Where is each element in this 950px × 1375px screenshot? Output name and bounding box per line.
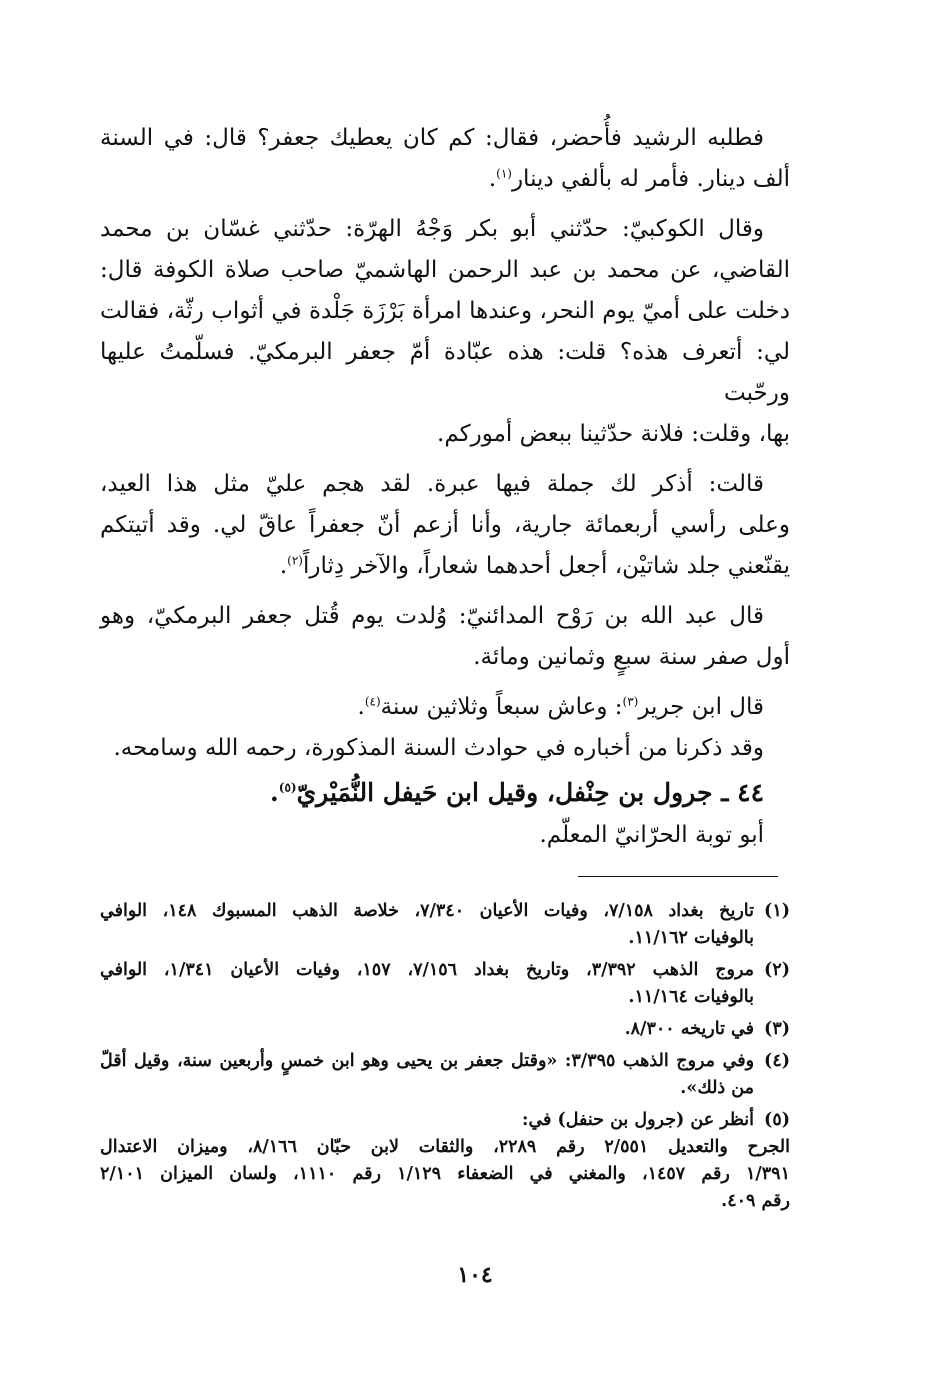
paragraph-3 bbox=[100, 464, 790, 587]
footnote-text bbox=[100, 1107, 790, 1215]
footnote-3 bbox=[100, 1016, 790, 1043]
footnote-line: ١/٣٩١ رقم ١٤٥٧، والمغني في الضعفاء ١/١٢٩ رقم ١١١٠، ولسان الميزان ٢/١٠١ bbox=[100, 1164, 790, 1184]
paragraph-5 bbox=[100, 687, 790, 769]
footnote-number: (٢) bbox=[764, 960, 790, 980]
footnote-divider bbox=[578, 876, 778, 877]
text-line: وقد ذكرنا من أخباره في حوادث السنة المذكورة، رحمه الله وسامحه. bbox=[113, 735, 764, 761]
footnotes bbox=[100, 898, 790, 1220]
footnote-text bbox=[100, 898, 754, 952]
footnote-line: بالوفيات ١١/١٦٤. bbox=[628, 987, 754, 1007]
text-line bbox=[100, 687, 790, 728]
footnote-number: (٤) bbox=[764, 1051, 790, 1071]
footnote-marker[interactable]: (٣) bbox=[622, 694, 639, 709]
text-fragment: . bbox=[270, 778, 279, 807]
text-fragment: . bbox=[357, 694, 365, 720]
footnote-line: في تاريخه ٨/٣٠٠. bbox=[624, 1019, 754, 1039]
footnote-line: مروج الذهب ٣/٣٩٢، وتاريخ بغداد ٧/١٥٦، ١٥٧، وفيات الأعيان ١/٣٤١، الوافي bbox=[100, 960, 754, 980]
footnote-line: تاريخ بغداد ٧/١٥٨، وفيات الأعيان ٧/٣٤٠، خلاصة الذهب المسبوك ١٤٨، الوافي bbox=[100, 901, 754, 921]
footnote-marker[interactable]: (١) bbox=[496, 166, 512, 181]
footnote-marker[interactable]: (٢) bbox=[287, 553, 303, 568]
text-fragment: قال ابن جرير bbox=[638, 694, 764, 720]
text-line: القاضي، عن محمد بن عبد الرحمن الهاشميّ صاحب صلاة الكوفة قال: bbox=[100, 257, 790, 283]
text-fragment: يقنّعني جلد شاتيْن، أجعل أحدهما شعاراً، والآخر دِثاراً bbox=[302, 553, 790, 579]
footnote-4 bbox=[100, 1048, 790, 1102]
footnote-text bbox=[100, 957, 754, 1011]
page-number: ١٠٤ bbox=[457, 1262, 493, 1288]
footnote-number: (٥) bbox=[764, 1110, 790, 1130]
text-line: قالت: أذكر لك جملة فيها عبرة. لقد هجم عليّ مثل هذا العيد، bbox=[100, 471, 764, 497]
footnote-line: الجرح والتعديل ٢/٥٥١ رقم ٢٢٨٩، والثقات لابن حبّان ٨/١٦٦، وميزان الاعتدال bbox=[100, 1137, 790, 1157]
paragraph-1 bbox=[100, 118, 790, 200]
text-line: أول صفر سنة سبعٍ وثمانين ومائة. bbox=[473, 644, 790, 670]
entry-heading bbox=[100, 771, 790, 815]
text-line: دخلت على أميّ يوم النحر، وعندها امرأة بَرْزَة جَلْدة في أثواب رثّة، فقالت bbox=[100, 298, 790, 324]
text-fragment: . bbox=[279, 553, 288, 579]
text-line bbox=[100, 159, 790, 200]
text-line: وقال الكوكبيّ: حدّثني أبو بكر وَجْهُ الهرّة: حدّثني غسّان بن محمد bbox=[100, 216, 764, 242]
footnote-number: (١) bbox=[764, 901, 790, 921]
text-line: فطلبه الرشيد فأُحضر، فقال: كم كان يعطيك جعفر؟ قال: في السنة bbox=[100, 125, 764, 151]
footnote-line: أنظر عن (جرول بن حنفل) في: bbox=[522, 1110, 754, 1130]
footnote-text bbox=[100, 1016, 754, 1043]
footnote-line: من ذلك». bbox=[680, 1078, 754, 1098]
paragraph-4 bbox=[100, 596, 790, 678]
main-text bbox=[100, 118, 790, 855]
footnote-2 bbox=[100, 957, 790, 1011]
text-line: وعلى رأسي أربعمائة جارية، وأنا أزعم أنّ جعفراً عاقّ لي. وقد أتيتكم bbox=[100, 512, 790, 538]
entry-subtitle: أبو توبة الحرّانيّ المعلّم. bbox=[539, 822, 764, 848]
text-line: لي: أتعرف هذه؟ قلت: هذه عبّادة أمّ جعفر البرمكيّ. فسلّمتُ عليها ورحّبت bbox=[100, 339, 790, 406]
footnote-line: وفي مروج الذهب ٣/٣٩٥: «وقتل جعفر بن يحيى وهو ابن خمسٍ وأربعين سنة، وقيل أقلّ bbox=[100, 1051, 755, 1071]
entry-title: ٤٤ ـ جرول بن حِنْفل، وقيل ابن حَيفل النُّمَيْريّ bbox=[296, 778, 764, 807]
text-fragment: . bbox=[488, 166, 497, 192]
text-fragment: ألف دينار. فأمر له بألفي دينار bbox=[511, 166, 790, 192]
footnote-marker[interactable]: (٥) bbox=[278, 780, 297, 795]
footnote-text bbox=[100, 1048, 754, 1102]
footnote-1 bbox=[100, 898, 790, 952]
paragraph-2 bbox=[100, 209, 790, 455]
text-line: قال عبد الله بن رَوْح المدائنيّ: وُلدت يوم قُتل جعفر البرمكيّ، وهو bbox=[100, 603, 764, 629]
footnote-marker[interactable]: (٤) bbox=[364, 694, 381, 709]
text-line bbox=[100, 546, 790, 587]
text-line: بها، وقلت: فلانة حدّثينا ببعض أموركم. bbox=[437, 421, 790, 447]
footnote-5 bbox=[100, 1107, 790, 1215]
footnote-number: (٣) bbox=[764, 1019, 790, 1039]
text-fragment: : وعاش سبعاً وثلاثين سنة bbox=[380, 694, 623, 720]
footnote-line: بالوفيات ١١/١٦٢. bbox=[628, 928, 754, 948]
footnote-line: رقم ٤٠٩. bbox=[721, 1191, 790, 1211]
